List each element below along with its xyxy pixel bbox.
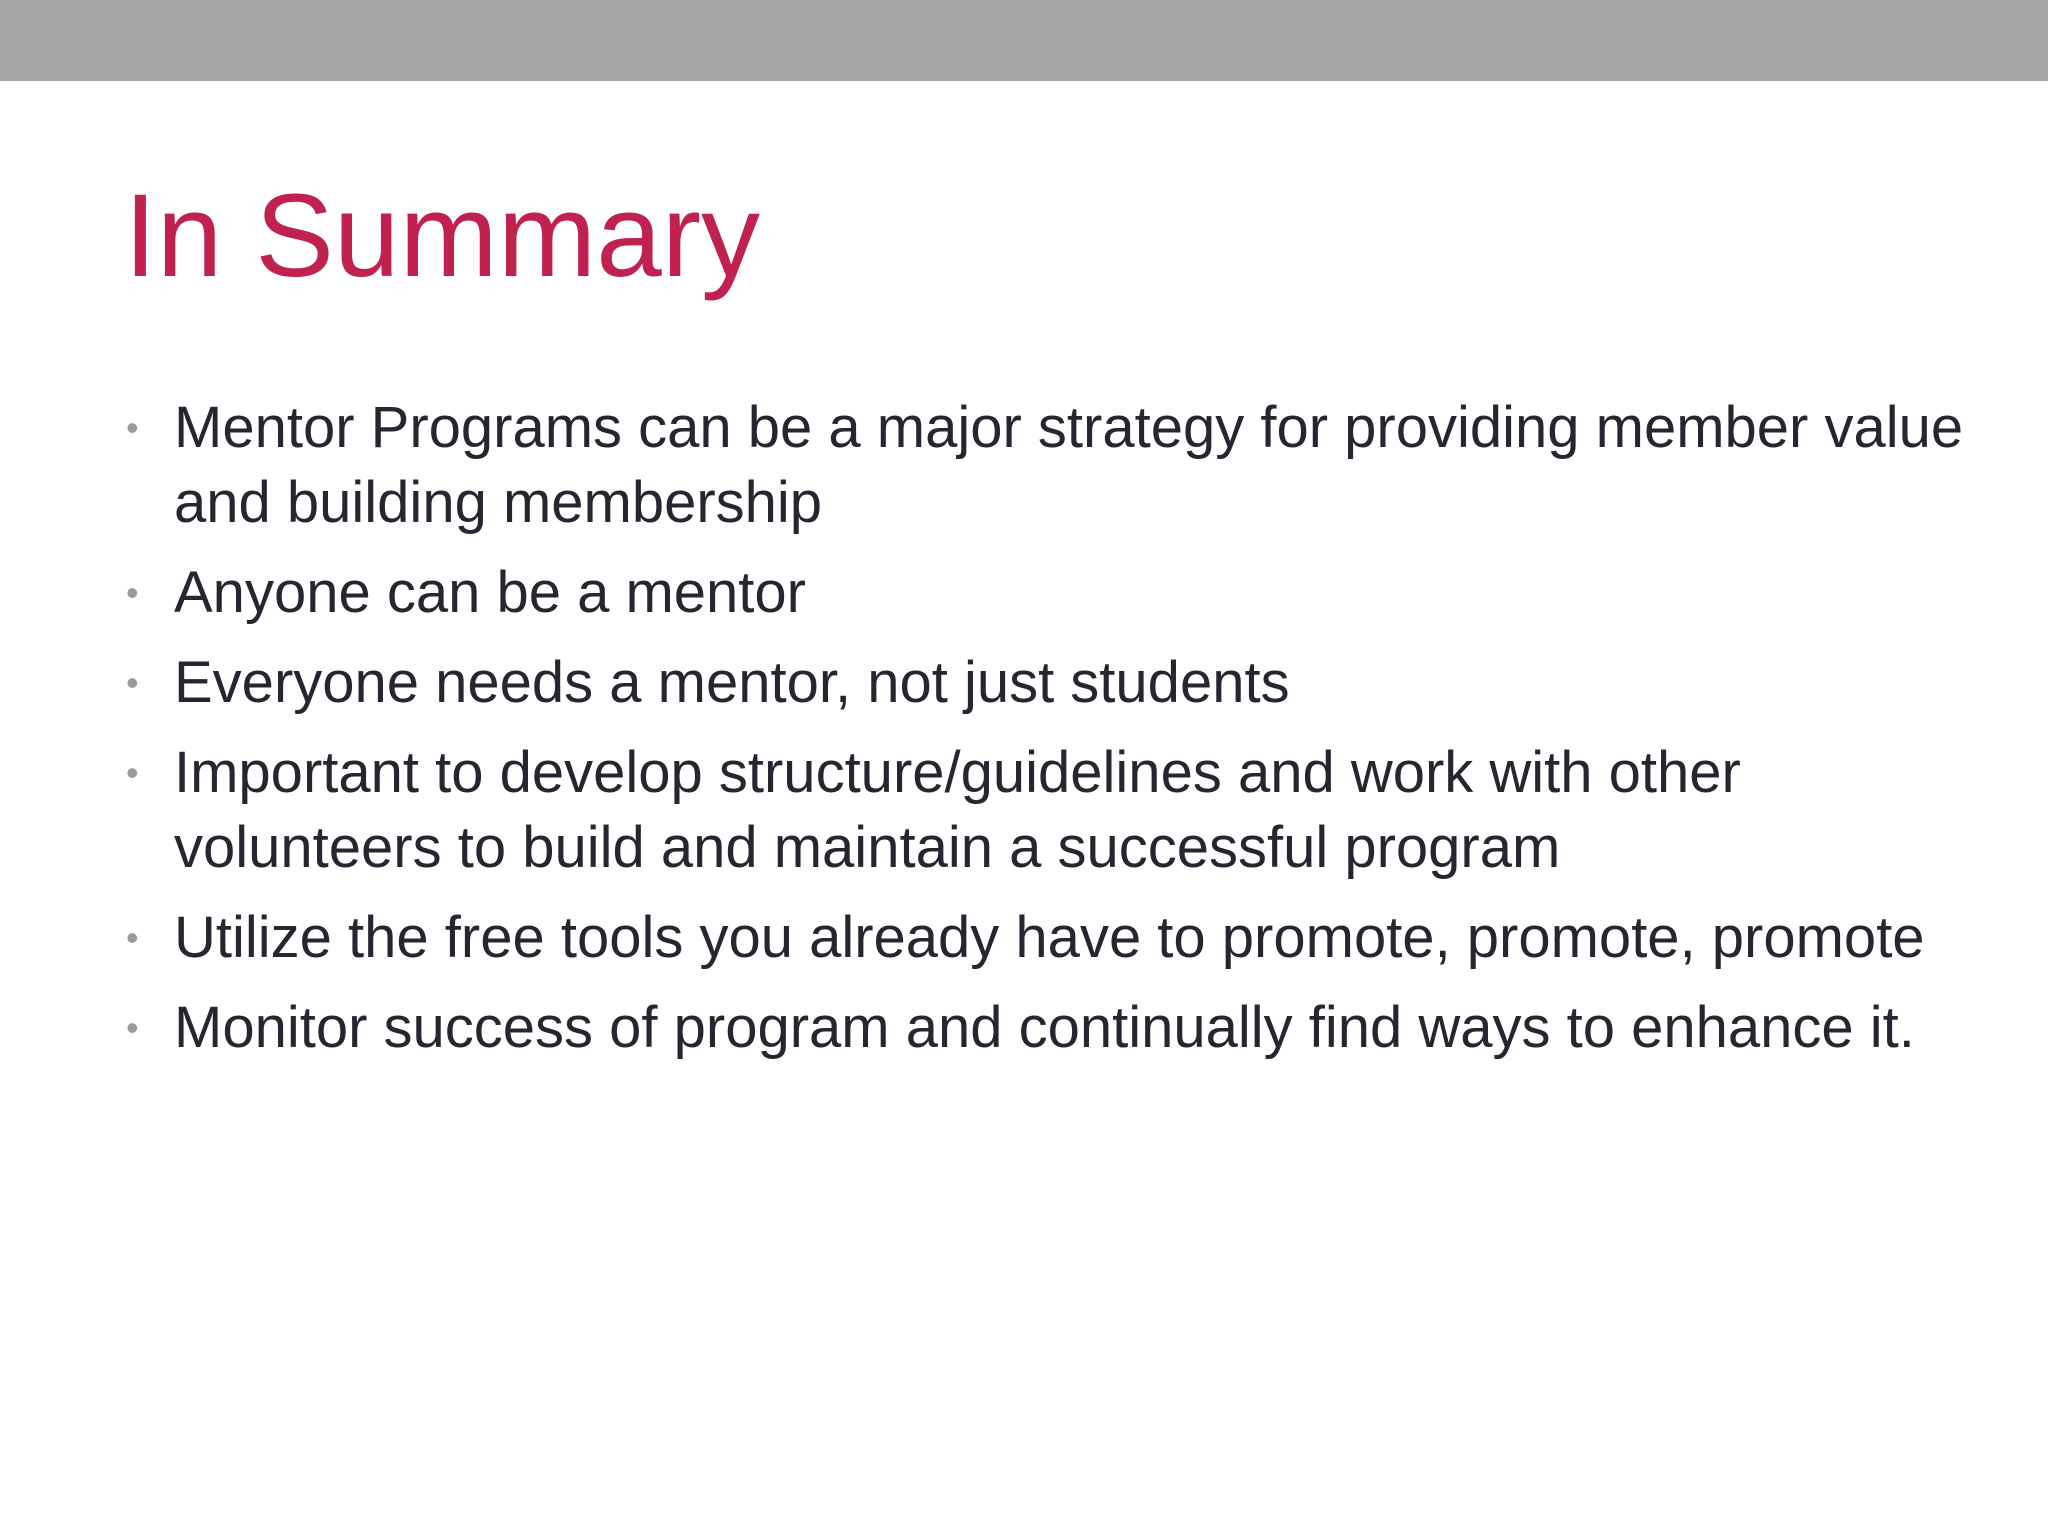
bullet-dot-icon: •	[126, 917, 139, 958]
bullet-dot-icon: •	[126, 407, 139, 448]
bullet-text: Mentor Programs can be a major strategy for providing member value and building membership	[174, 395, 1964, 535]
bullet-dot-icon: •	[126, 662, 139, 703]
top-bar	[0, 0, 2048, 81]
bullet-text: Important to develop structure/guidelines and work with other volunteers to build and maintain a successful program	[174, 740, 1741, 880]
bullet-item	[124, 990, 1984, 1065]
bullet-list	[124, 390, 1984, 1080]
bullet-item	[124, 390, 1984, 540]
bullet-item	[124, 735, 1984, 885]
slide-title: In Summary	[124, 170, 761, 302]
bullet-dot-icon: •	[126, 572, 139, 613]
bullet-dot-icon: •	[126, 1007, 139, 1048]
bullet-text: Everyone needs a mentor, not just students	[174, 650, 1290, 715]
bullet-item	[124, 645, 1984, 720]
bullet-dot-icon: •	[126, 752, 139, 793]
bullet-item	[124, 900, 1984, 975]
bullet-text: Utilize the free tools you already have to promote, promote, promote	[174, 905, 1925, 970]
bullet-text: Anyone can be a mentor	[174, 560, 806, 625]
bullet-item	[124, 555, 1984, 630]
bullet-text: Monitor success of program and continually find ways to enhance it.	[174, 995, 1915, 1060]
